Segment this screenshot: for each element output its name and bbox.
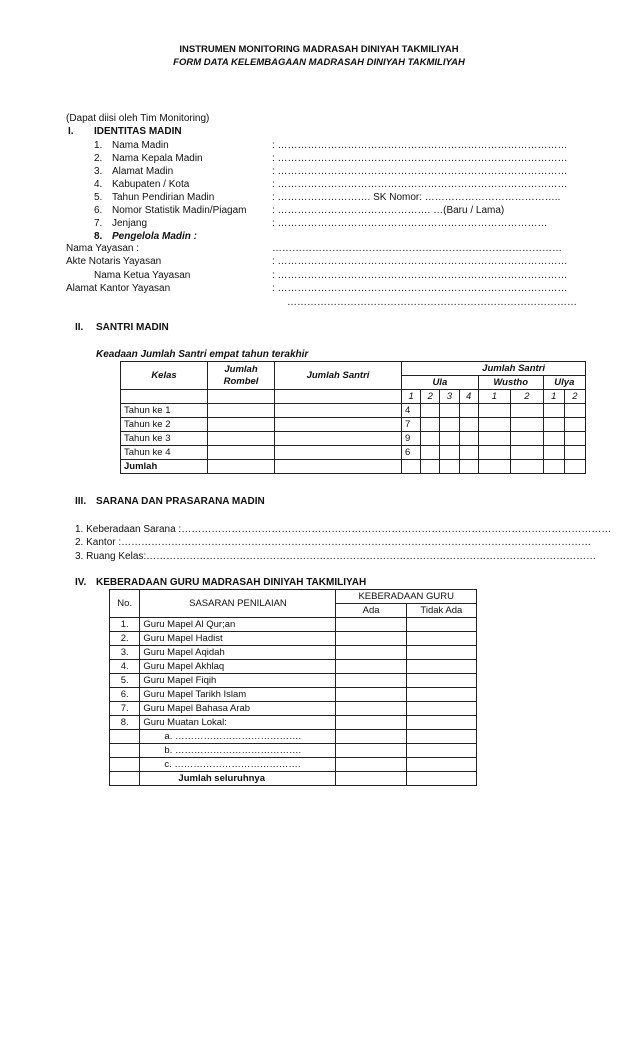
item-num: 2.: [94, 153, 103, 164]
tidak-ada-cell[interactable]: [406, 646, 476, 660]
mulok-sub-row[interactable]: a. ………………………………….: [140, 730, 336, 744]
value-cell[interactable]: [511, 446, 543, 460]
item-num: 3.: [94, 166, 103, 177]
ada-cell[interactable]: [336, 744, 406, 758]
value-cell[interactable]: [564, 432, 585, 446]
col-ula: Ula: [402, 376, 479, 390]
value-cell[interactable]: [421, 418, 440, 432]
row-no: 5.: [110, 674, 140, 688]
ada-cell[interactable]: [336, 716, 406, 730]
total-cell[interactable]: [275, 460, 402, 474]
col-no: No.: [110, 590, 140, 618]
item-num: 7.: [94, 218, 103, 229]
col-keberadaan: KEBERADAAN GURU: [336, 590, 477, 604]
sub-col: 2: [421, 390, 440, 404]
value-cell[interactable]: [478, 446, 510, 460]
value-cell[interactable]: [440, 404, 459, 418]
item-label: Nama Kepala Madin: [112, 153, 203, 164]
item-label: Nomor Statistik Madin/Piagam: [112, 205, 247, 216]
ruang-kelas-line[interactable]: 3. Ruang Kelas:………………………………………………………………………………………………………………………: [75, 551, 597, 562]
yayasan-label: Nama Ketua Yayasan: [94, 270, 191, 281]
kelas-cell: Tahun ke 2: [121, 418, 208, 432]
ada-cell[interactable]: [336, 632, 406, 646]
sarana-line[interactable]: 1. Keberadaan Sarana :…………………………………………………………………………………………………………………: [75, 524, 612, 535]
item-value[interactable]: : ……………………………………………………………………………: [272, 166, 568, 177]
col-wustho: Wustho: [478, 376, 543, 390]
value-cell[interactable]: [440, 432, 459, 446]
ada-cell[interactable]: [336, 674, 406, 688]
value-cell[interactable]: [478, 432, 510, 446]
table-row: [110, 744, 477, 758]
blank-cell: [110, 758, 140, 772]
table-row: [110, 716, 477, 730]
kantor-line[interactable]: 2. Kantor :……………………………………………………………………………………………………………………………: [75, 537, 592, 548]
col-kelas: Kelas: [121, 362, 208, 390]
tidak-ada-cell[interactable]: [406, 618, 476, 632]
ada-cell[interactable]: [336, 660, 406, 674]
ada-cell[interactable]: [336, 730, 406, 744]
rombel-cell[interactable]: [208, 432, 275, 446]
ada-cell[interactable]: [336, 702, 406, 716]
kelas-cell: Tahun ke 3: [121, 432, 208, 446]
value-cell[interactable]: [440, 418, 459, 432]
tidak-ada-cell[interactable]: [406, 730, 476, 744]
value-cell[interactable]: [543, 432, 564, 446]
blank-cell: [208, 390, 275, 404]
doc-title: INSTRUMEN MONITORING MADRASAH DINIYAH TAKMILIYAH: [179, 44, 459, 55]
ada-cell[interactable]: [336, 646, 406, 660]
section1-title: IDENTITAS MADIN: [94, 126, 182, 137]
blank-cell: [110, 730, 140, 744]
value-cell[interactable]: [459, 418, 478, 432]
value-cell[interactable]: 4: [402, 404, 421, 418]
yayasan-value[interactable]: : ……………………………………………………………………………: [272, 256, 568, 267]
total-cell[interactable]: [402, 460, 421, 474]
col-ulya: Ulya: [543, 376, 585, 390]
total-cell[interactable]: [564, 460, 585, 474]
table-row: [121, 404, 586, 418]
table-row: [110, 758, 477, 772]
item-value[interactable]: : ………………………………………………………………………: [272, 218, 548, 229]
item-label: Jenjang: [112, 218, 148, 229]
value-cell[interactable]: [459, 446, 478, 460]
item-num: 6.: [94, 205, 103, 216]
jumlah-cell[interactable]: [275, 404, 402, 418]
row-no: 1.: [110, 618, 140, 632]
value-cell[interactable]: [478, 404, 510, 418]
table-row: [110, 688, 477, 702]
section3-title: SARANA DAN PRASARANA MADIN: [96, 496, 265, 507]
tidak-ada-cell[interactable]: [406, 744, 476, 758]
value-cell[interactable]: 7: [402, 418, 421, 432]
row-text: Guru Mapel Hadist: [140, 632, 336, 646]
item-value[interactable]: : ………………………. SK Nomor: …………………………………..: [272, 192, 561, 203]
table-row: [110, 618, 477, 632]
col-ada: Ada: [336, 604, 406, 618]
item-num: 8.: [94, 231, 103, 242]
yayasan-value[interactable]: : ……………………………………………………………………………: [272, 270, 568, 281]
row-no: 7.: [110, 702, 140, 716]
tidak-ada-cell[interactable]: [406, 660, 476, 674]
fill-note: (Dapat diisi oleh Tim Monitoring): [66, 113, 210, 124]
ada-cell[interactable]: [336, 758, 406, 772]
total-cell[interactable]: [440, 460, 459, 474]
yayasan-value[interactable]: : ……………………………………………………………………………: [272, 283, 568, 294]
section2-title: SANTRI MADIN: [96, 322, 169, 333]
tidak-ada-cell[interactable]: [406, 632, 476, 646]
sub-col: 1: [402, 390, 421, 404]
total-cell[interactable]: [208, 460, 275, 474]
item-value[interactable]: : ……………………………………………………………………………: [272, 179, 568, 190]
item-label: Kabupaten / Kota: [112, 179, 190, 190]
value-cell[interactable]: [440, 446, 459, 460]
section2-num: II.: [75, 322, 84, 333]
total-cell[interactable]: [543, 460, 564, 474]
value-cell[interactable]: [543, 446, 564, 460]
row-no: 4.: [110, 660, 140, 674]
yayasan-value[interactable]: ……………………………………………………………………………: [272, 243, 562, 254]
tidak-ada-cell[interactable]: [406, 674, 476, 688]
table-row: [121, 446, 586, 460]
table-row: [121, 418, 586, 432]
rombel-cell[interactable]: [208, 404, 275, 418]
value-cell[interactable]: [421, 446, 440, 460]
guru-table: [109, 589, 477, 786]
table-row: [110, 632, 477, 646]
value-cell[interactable]: [543, 418, 564, 432]
value-cell[interactable]: [421, 404, 440, 418]
row-no: 3.: [110, 646, 140, 660]
item-label: Nama Madin: [112, 140, 169, 151]
col-jumlah-santri: Jumlah Santri: [275, 362, 402, 390]
yayasan-label: Akte Notaris Yayasan: [66, 256, 162, 267]
yayasan-label: Nama Yayasan :: [66, 243, 140, 254]
rombel-cell[interactable]: [208, 418, 275, 432]
section3-num: III.: [75, 496, 87, 507]
item-num: 4.: [94, 179, 103, 190]
sub-col: 2: [511, 390, 543, 404]
value-cell[interactable]: [543, 404, 564, 418]
row-no: 2.: [110, 632, 140, 646]
row-no: 8.: [110, 716, 140, 730]
row-no: 6.: [110, 688, 140, 702]
sub-col: 3: [440, 390, 459, 404]
row-text: Guru Mapel Aqidah: [140, 646, 336, 660]
ada-cell[interactable]: [336, 772, 406, 786]
row-text: Guru Mapel Fiqih: [140, 674, 336, 688]
total-cell[interactable]: [421, 460, 440, 474]
table-row: [110, 674, 477, 688]
row-text: Guru Mapel Akhlaq: [140, 660, 336, 674]
row-text: Guru Mapel Tarikh Islam: [140, 688, 336, 702]
item-num: 1.: [94, 140, 103, 151]
item-value[interactable]: : ………………………………………. …(Baru / Lama): [272, 205, 505, 216]
tidak-ada-cell[interactable]: [406, 702, 476, 716]
table-row: [121, 432, 586, 446]
total-cell[interactable]: [459, 460, 478, 474]
kelas-cell: Tahun ke 4: [121, 446, 208, 460]
yayasan-label: Alamat Kantor Yayasan: [66, 283, 171, 294]
table-total-row: [110, 772, 477, 786]
value-cell[interactable]: [478, 418, 510, 432]
kelas-cell: Tahun ke 1: [121, 404, 208, 418]
tidak-ada-cell[interactable]: [406, 688, 476, 702]
item-value[interactable]: : ……………………………………………………………………………: [272, 153, 568, 164]
total-cell[interactable]: [478, 460, 510, 474]
blank-cell: [275, 390, 402, 404]
item-label: Pengelola Madin :: [112, 231, 198, 242]
col-sasaran: SASARAN PENILAIAN: [140, 590, 336, 618]
sub-col: 1: [543, 390, 564, 404]
mulok-sub-row[interactable]: b. ………………………………….: [140, 744, 336, 758]
section4-num: IV.: [75, 577, 87, 588]
row-text: Guru Mapel Bahasa Arab: [140, 702, 336, 716]
item-value[interactable]: : ……………………………………………………………………………: [272, 140, 568, 151]
row-text: Guru Muatan Lokal:: [140, 716, 336, 730]
table-row: [110, 730, 477, 744]
ada-cell[interactable]: [336, 618, 406, 632]
jumlah-cell[interactable]: [275, 432, 402, 446]
blank-cell: [110, 744, 140, 758]
value-cell[interactable]: 6: [402, 446, 421, 460]
item-label: Tahun Pendirian Madin: [112, 192, 215, 203]
section1-num: I.: [68, 126, 74, 137]
value-cell[interactable]: [511, 404, 543, 418]
blank-cell: [110, 772, 140, 786]
table-row: [110, 702, 477, 716]
tidak-ada-cell[interactable]: [406, 772, 476, 786]
row-text: Guru Mapel Al Qur;an: [140, 618, 336, 632]
blank-cell: [121, 390, 208, 404]
value-cell[interactable]: [564, 446, 585, 460]
value-cell[interactable]: [459, 432, 478, 446]
value-cell[interactable]: [511, 432, 543, 446]
section4-title: KEBERADAAN GURU MADRASAH DINIYAH TAKMILIYAH: [96, 577, 367, 588]
yayasan-extra-line[interactable]: ……………………………………………………………………………: [287, 297, 577, 308]
doc-subtitle: FORM DATA KELEMBAGAAN MADRASAH DINIYAH TAKMILIYAH: [173, 57, 465, 68]
table-row: [110, 660, 477, 674]
table-row: [110, 646, 477, 660]
santri-table-caption: Keadaan Jumlah Santri empat tahun terakhir: [96, 349, 309, 360]
sub-col: 2: [564, 390, 585, 404]
rombel-cell[interactable]: [208, 446, 275, 460]
sub-col: 4: [459, 390, 478, 404]
mulok-sub-row[interactable]: c. ………………………………….: [140, 758, 336, 772]
tidak-ada-cell[interactable]: [406, 758, 476, 772]
total-cell[interactable]: [511, 460, 543, 474]
value-cell[interactable]: [511, 418, 543, 432]
tidak-ada-cell[interactable]: [406, 716, 476, 730]
ada-cell[interactable]: [336, 688, 406, 702]
col-group-title: Jumlah Santri: [402, 362, 586, 376]
jumlah-cell[interactable]: [275, 446, 402, 460]
sub-col: 1: [478, 390, 510, 404]
total-label: Jumlah: [121, 460, 208, 474]
item-num: 5.: [94, 192, 103, 203]
value-cell[interactable]: [421, 432, 440, 446]
total-label: Jumlah seluruhnya: [140, 772, 336, 786]
santri-table: [120, 361, 586, 474]
value-cell[interactable]: [564, 418, 585, 432]
table-total-row: [121, 460, 586, 474]
value-cell[interactable]: 9: [402, 432, 421, 446]
jumlah-cell[interactable]: [275, 418, 402, 432]
col-rombel: Jumlah Rombel: [208, 362, 275, 390]
value-cell[interactable]: [564, 404, 585, 418]
value-cell[interactable]: [459, 404, 478, 418]
col-tidak-ada: Tidak Ada: [406, 604, 476, 618]
item-label: Alamat Madin: [112, 166, 174, 177]
